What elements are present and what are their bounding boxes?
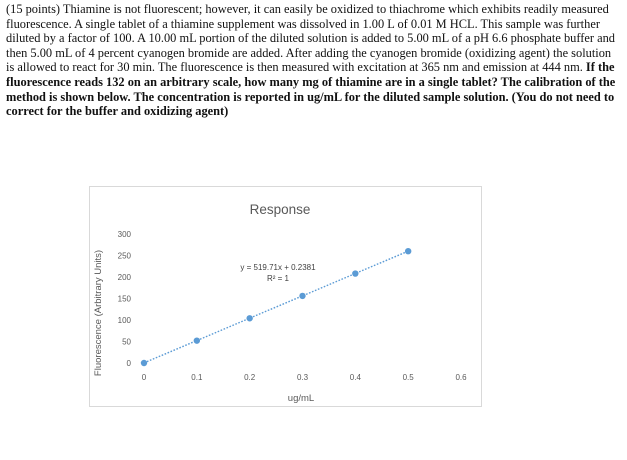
y-tick-label: 250 (117, 251, 131, 261)
y-tick-label: 100 (117, 316, 131, 325)
data-point (246, 315, 252, 321)
trendline-r-squared: R² = 1 (266, 274, 290, 283)
trendline-equation: y = 519.71x + 0.2381 (240, 263, 316, 272)
data-point (299, 293, 305, 299)
y-axis-title: Fluorescence (Arbitrary Units) (93, 249, 104, 377)
x-tick-label: 0 (141, 373, 147, 382)
chart-title: Response (249, 202, 311, 217)
x-tick-label: 0.1 (191, 373, 203, 382)
x-axis-ticks (142, 373, 467, 382)
problem-lead: (15 points) Thiamine is not fluorescent; however, it can easily be oxidized to thiachrome which exhibits readily measured fluorescence. A single tablet of a thiamine supplement was dissolved in 1.00 L of 0.01 M HCL. This sample was further diluted by a factor of 100. A 10.00 mL portion of the diluted solution is added to 5.00 mL of a pH 6.6 phosphate buffer and then 5.00 mL of 4 percent cyanogen bromide are added. After adding the cyanogen bromide (oxidizing agent) the solution is allowed to react for 30 min. The fluorescence is then measured with excitation at 365 nm and emission at 444 nm. (6, 2, 615, 75)
x-tick-label: 0.5 (402, 373, 414, 382)
y-tick-label: 200 (117, 273, 131, 282)
data-point (141, 360, 147, 366)
data-point (194, 337, 200, 343)
response-chart (89, 186, 482, 407)
data-point (352, 270, 358, 276)
x-tick-label: 0.2 (244, 373, 256, 382)
y-axis-ticks (118, 230, 132, 368)
x-tick-label: 0.3 (296, 373, 309, 382)
x-tick-label: 0.6 (455, 373, 467, 382)
y-tick-label: 300 (117, 230, 131, 239)
x-tick-label: 0.4 (349, 373, 361, 382)
y-tick-label: 50 (122, 337, 131, 347)
x-axis-title: ug/mL (287, 393, 315, 404)
y-tick-label: 0 (126, 359, 131, 368)
y-tick-label: 150 (117, 294, 131, 304)
problem-statement (6, 2, 618, 119)
problem-question: If the fluorescence reads 132 on an arbitrary scale, how many mg of thiamine are in a single tablet? The calibration of the method is shown below. The concentration is reported in ug/mL for the diluted sample solution. (You do not need to correct for the buffer and oxidizing agent) (6, 60, 616, 119)
data-point (405, 248, 411, 254)
